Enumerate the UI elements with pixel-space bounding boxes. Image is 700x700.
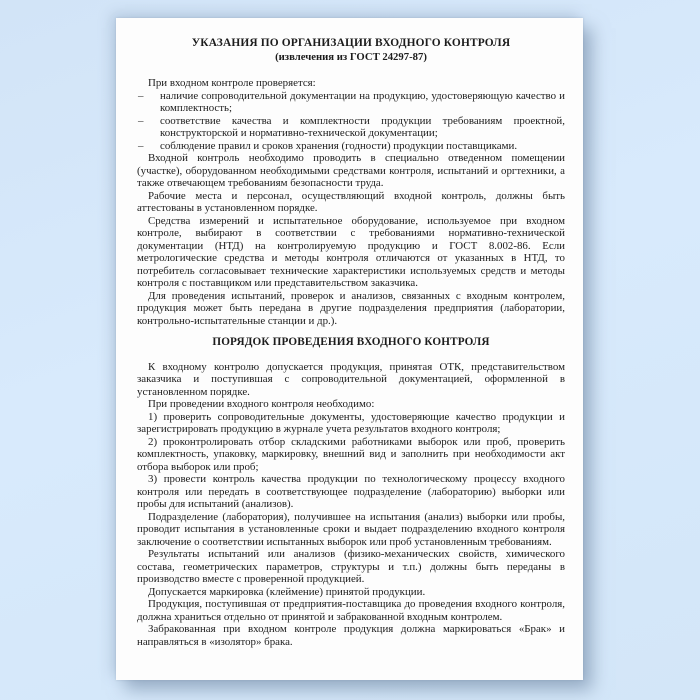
document-page: [116, 18, 583, 680]
paragraph: При проведении входного контроля необходимо:: [148, 398, 375, 410]
paragraph: Для проведения испытаний, проверок и анализов, связанных с входным контролем, продукция может быть передана в другие подразделения предприятия (лаборатории, контрольно-испытательные станции и др.).: [137, 289, 565, 327]
paragraph: Рабочие места и персонал, осуществляющий входной контроль, должны быть аттестованы в установленном порядке.: [137, 189, 565, 214]
paragraph: Забракованная при входном контроле продукция должна маркироваться «Брак» и направляться в «изолятор» брака.: [137, 623, 565, 648]
list-item: [137, 115, 565, 140]
paragraph: При входном контроле проверяется:: [148, 77, 316, 89]
paragraph: Подразделение (лаборатория), получившее на испытания (анализ) выборки или пробы, проводит испытания в установленные сроки и выдает подразделению входного контроля заключение о соответствии испытанных выборок или проб установленным требованиям.: [137, 510, 565, 548]
paragraph: Продукция, поступившая от предприятия-поставщика до проведения входного контроля, должна храниться отдельно от принятой и забракованной входным контролем.: [137, 598, 565, 623]
dash-bullet: –: [138, 114, 144, 127]
document-title: УКАЗАНИЯ ПО ОРГАНИЗАЦИИ ВХОДНОГО КОНТРОЛЯ: [191, 37, 511, 49]
document-subtitle: (извлечения из ГОСТ 24297-87): [275, 50, 427, 63]
paragraph: Входной контроль необходимо проводить в специально отведенном помещении (участке), оборудованном необходимыми средствами контроля, испытаний и оргтехники, а также отвечающем требованиям безопасности труда.: [137, 152, 565, 189]
dash-bullet: –: [138, 139, 144, 152]
section-heading: ПОРЯДОК ПРОВЕДЕНИЯ ВХОДНОГО КОНТРОЛЯ: [212, 336, 490, 348]
paragraph: К входному контролю допускается продукция, принятая ОТК, представительством заказчика и поступившая с сопроводительной документацией, оформленной в установленном порядке.: [137, 360, 565, 398]
document-body: [137, 77, 565, 648]
document-header: [137, 37, 565, 64]
paragraph: Результаты испытаний или анализов (физико-механических свойств, химического состава, геометрических параметров, структуры и т.п.) должны быть переданы в производство вместе с проверенной продукцией.: [137, 548, 565, 585]
paragraph: 2) проконтролировать отбор складскими работниками выборок или проб, проверить комплектность, упаковку, маркировку, внешний вид и заполнить при необходимости акт отбора выборок или проб;: [137, 435, 565, 473]
list-item-text: соответствие качества и комплектности продукции требованиям проектной, конструкторской и нормативно-технической документации;: [160, 114, 565, 139]
paragraph: Средства измерений и испытательное оборудование, используемое при входном контроле, выбирают в соответствии с требованиями нормативно-технической документации (НТД) на контролируемую продукцию и ГОСТ 8.002-86. Если метрологические средства и методы контроля отличаются от указанных в НТД, то потребитель согласовывает технические характеристики используемых средств и методы контроля с поставщиком или представительством заказчика.: [137, 214, 565, 289]
dash-bullet: –: [138, 89, 144, 102]
paragraph: 3) провести контроль качества продукции по технологическому процессу входного контроля или передать в соответствующее подразделение (лабораторию) выборки или пробы для испытаний (анализов).: [137, 473, 565, 510]
paragraph: 1) проверить сопроводительные документы, удостоверяющие качество продукции и зарегистрировать продукцию в журнале учета результатов входного контроля;: [137, 410, 565, 435]
list-item: [137, 90, 565, 115]
list-item-text: соблюдение правил и сроков хранения (годности) продукции поставщиками.: [160, 139, 518, 152]
paragraph: Допускается маркировка (клеймение) принятой продукции.: [148, 585, 426, 598]
list-item: [137, 140, 565, 153]
list-item-text: наличие сопроводительной документации на продукцию, удостоверяющую качество и комплектность;: [160, 89, 565, 114]
